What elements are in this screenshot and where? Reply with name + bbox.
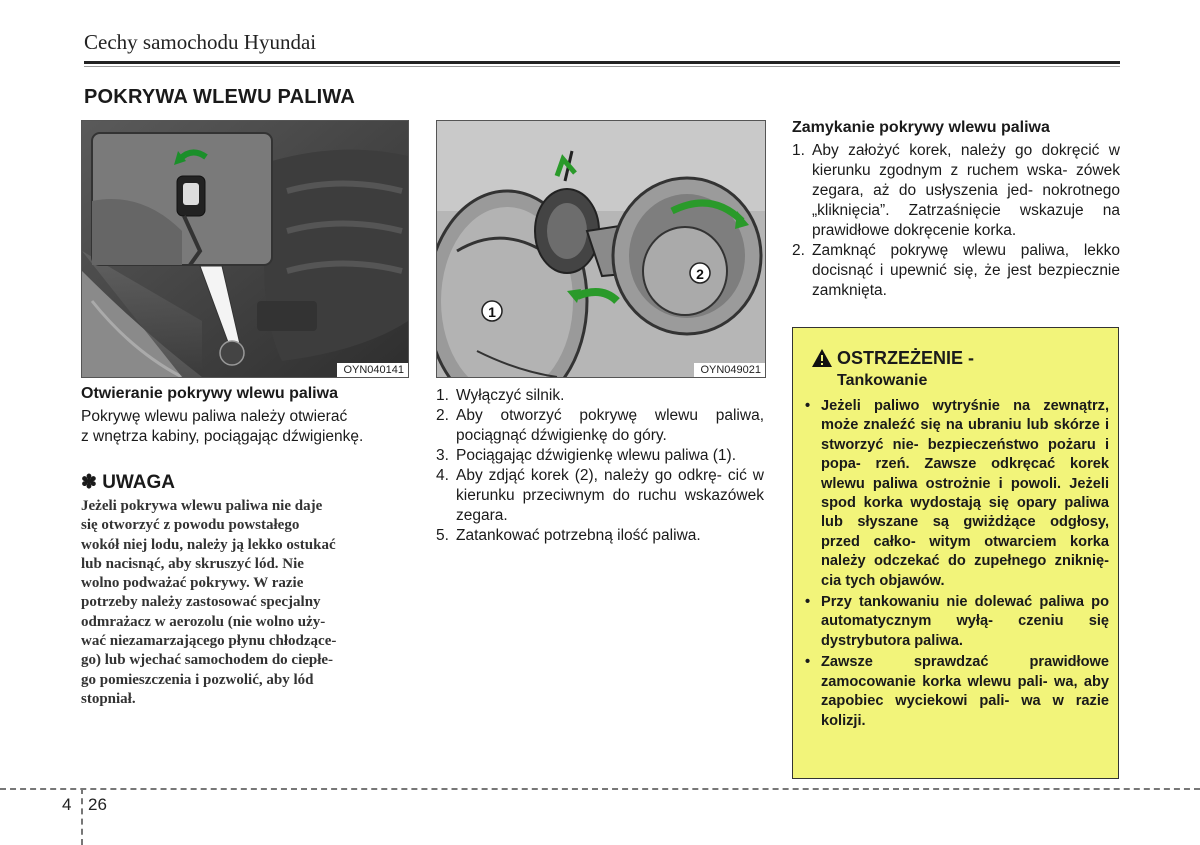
warning-text: Jeżeli paliwo wytryśnie na zewnątrz, może znaleźć się na ubraniu lub skórze i stworzyć nie- bezpieczeństwo pożaru i popa- rzeń. Zawsze odkręcać korek wlewu paliwa ostrożnie i powoli. Jeżeli spod korka wydostają się opary paliwa lub słyszane są gwiżdżące odgłosy, przed całko- witym otwarciem korka należy odczekać do zupełnego zniknię- cia tych objawów. — [821, 398, 1109, 589]
note-line: potrzeby należy zastosować specjalny — [81, 594, 321, 611]
step-item — [436, 466, 764, 526]
step-number: 3. — [436, 447, 449, 464]
opening-paragraph — [81, 407, 411, 447]
step-number: 1. — [792, 142, 805, 159]
step-number: 2. — [792, 242, 805, 259]
step-text: Aby założyć korek, należy go dokręcić w kierunku zgodnym z ruchem wska- zówek zegara, aż do usłyszenia jed- nokrotnego „kliknięcia”. Zatrzaśnięcie wskazuje na prawidłowe dokręcenie korka. — [812, 142, 1120, 239]
step-number: 2. — [436, 407, 449, 424]
footer-divider — [81, 788, 83, 845]
header-rule-thin — [84, 66, 1120, 67]
figure-caption: OYN040141 — [337, 363, 408, 377]
step-text: Aby otworzyć pokrywę wlewu paliwa, pociągnąć dźwigienkę do góry. — [456, 407, 764, 444]
note-line: wolno podważać pokrywy. W razie — [81, 575, 304, 592]
step-text: Aby zdjąć korek (2), należy go odkrę- cić w kierunku przeciwnym do ruchu wskazówek zegara. — [456, 467, 764, 524]
warning-subtitle: Tankowanie — [837, 372, 928, 389]
note-line: odmrażacz w aerozolu (nie wolno uży- — [81, 613, 326, 630]
figure-caption: OYN049021 — [694, 363, 765, 377]
warning-item — [805, 653, 1109, 731]
step-text: Zamknąć pokrywę wlewu paliwa, lekko docisnąć i upewnić się, że jest bezpiecznie zamknięta. — [812, 242, 1120, 299]
warning-list — [805, 397, 1109, 733]
warning-text: Zawsze sprawdzać prawidłowe zamocowanie korka wlewu pali- wa, aby zapobiec wyciekowi pali- wa w razie kolizji. — [821, 654, 1109, 729]
step-number: 4. — [436, 467, 449, 484]
step-item — [436, 406, 764, 446]
opening-line: Pokrywę wlewu paliwa należy otwierać — [81, 408, 348, 425]
note-paragraph — [81, 497, 407, 709]
fuel-door-illustration — [437, 121, 765, 377]
step-item — [436, 526, 764, 546]
section-title: POKRYWA WLEWU PALIWA — [84, 86, 356, 108]
warning-triangle-icon — [811, 348, 833, 368]
opening-heading: Otwieranie pokrywy wlewu paliwa — [81, 385, 338, 402]
page-number: 26 — [88, 795, 107, 814]
footer-rule — [0, 788, 1200, 790]
note-line: go pomieszczenia i pozwolić, aby lód — [81, 671, 314, 688]
figure-interior-lever — [81, 120, 409, 378]
step-item — [792, 141, 1120, 241]
note-line: go) lub wjechać samochodem do ciepłe- — [81, 652, 334, 669]
bullet-icon: • — [805, 398, 811, 414]
note-title-label: UWAGA — [102, 472, 176, 493]
step-number: 5. — [436, 527, 449, 544]
note-title — [81, 471, 175, 494]
note-line: stopniał. — [81, 690, 136, 707]
interior-lever-illustration — [82, 121, 408, 377]
callout-1-label: 1 — [488, 304, 496, 320]
opening-steps — [436, 386, 764, 546]
callout-2-label: 2 — [696, 266, 704, 282]
step-text: Pociągając dźwigienkę wlewu paliwa (1). — [456, 447, 736, 464]
closing-heading: Zamykanie pokrywy wlewu paliwa — [792, 119, 1050, 136]
bullet-icon: • — [805, 594, 811, 611]
warning-box — [792, 327, 1119, 779]
warning-item — [805, 593, 1109, 651]
step-number: 1. — [436, 387, 449, 404]
asterisk-icon: ✽ — [81, 472, 97, 493]
step-text: Wyłączyć silnik. — [456, 387, 565, 404]
step-item — [436, 386, 764, 406]
note-line: wać niezamarzającego płynu chłodzące- — [81, 633, 337, 650]
step-item — [792, 241, 1120, 301]
note-line: lub nacisnąć, aby skruszyć lód. Nie — [81, 555, 304, 572]
warning-item — [805, 397, 1109, 591]
closing-steps — [792, 141, 1120, 301]
note-line: Jeżeli pokrywa wlewu paliwa nie daje — [81, 498, 323, 514]
step-text: Zatankować potrzebną ilość paliwa. — [456, 527, 701, 544]
bullet-icon: • — [805, 654, 811, 671]
running-header: Cechy samochodu Hyundai — [84, 30, 317, 54]
figure-fuel-door — [436, 120, 766, 378]
chapter-number: 4 — [62, 795, 72, 814]
header-rule — [84, 61, 1120, 64]
opening-line: z wnętrza kabiny, pociągając dźwigienkę. — [81, 428, 364, 445]
note-line: się otworzyć z powodu powstałego — [81, 517, 300, 534]
note-line: wokół niej lodu, należy ją lekko ostukać — [81, 536, 336, 553]
step-item — [436, 446, 764, 466]
warning-text: Przy tankowaniu nie dolewać paliwa po automatycznym wyłą- czeniu się dystrybutora paliwa. — [821, 594, 1109, 649]
warning-title: OSTRZEŻENIE - — [837, 348, 975, 368]
